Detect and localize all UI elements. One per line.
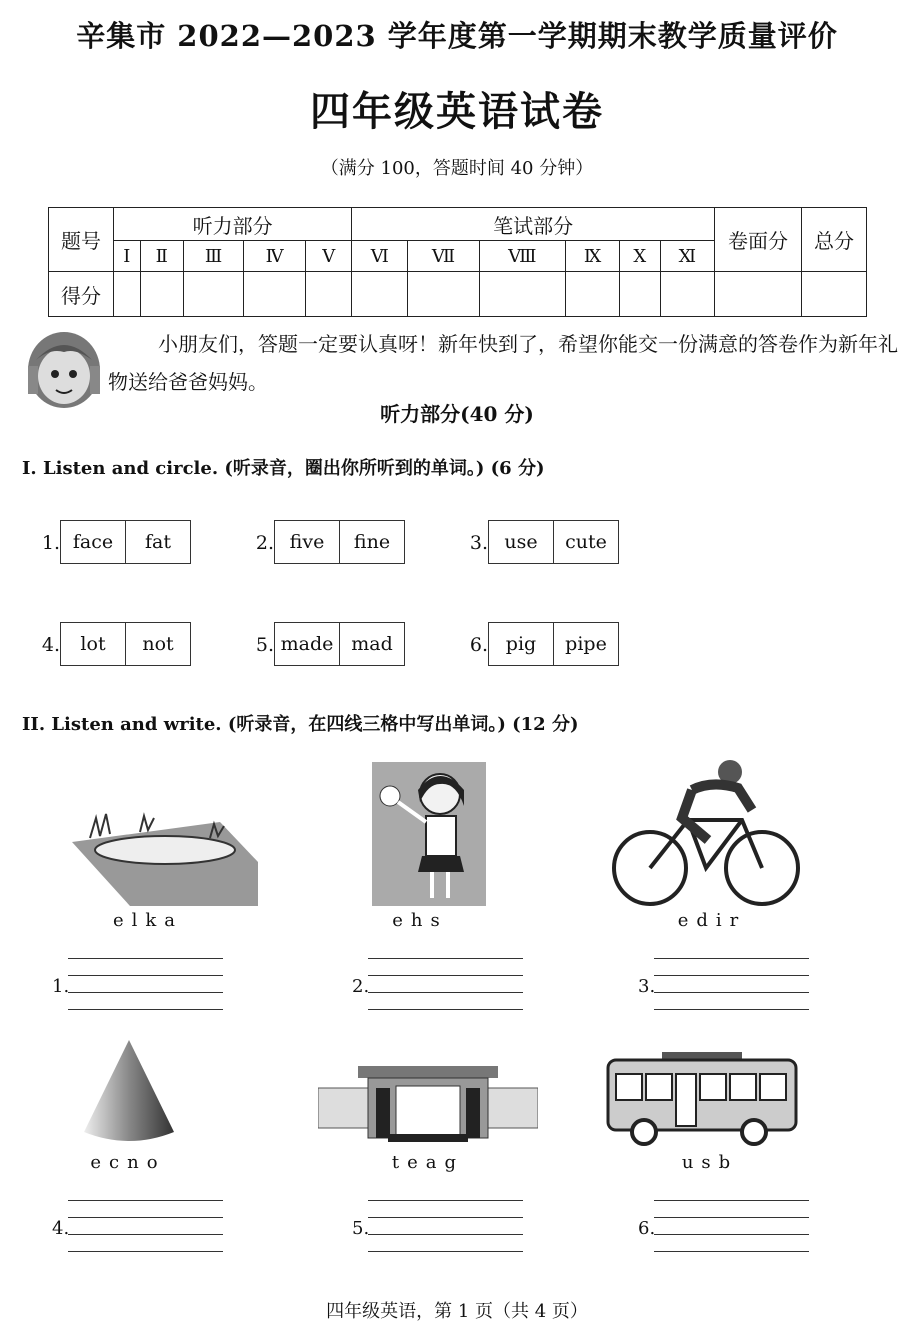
question-number: 6. — [638, 1218, 656, 1239]
word-option[interactable]: cute — [553, 521, 618, 563]
col-header: Ⅲ — [183, 241, 243, 272]
neatness-header: 卷面分 — [715, 208, 802, 272]
cyclist-icon — [612, 760, 800, 908]
listening-part-header: 听力部分 — [114, 208, 352, 241]
word-option[interactable]: pig — [505, 633, 537, 655]
col-header: Ⅺ — [660, 241, 714, 272]
scrambled-letters: usb — [681, 1152, 739, 1173]
bus-icon — [606, 1052, 800, 1146]
cone-icon — [74, 1040, 184, 1146]
scrambled-letters: ecno — [90, 1152, 166, 1173]
exam-title: 四年级英语试卷 — [310, 88, 604, 135]
question-number: 6. — [469, 634, 488, 656]
question-number: 5. — [352, 1218, 370, 1239]
score-cell[interactable] — [306, 272, 352, 317]
score-table — [48, 207, 867, 317]
exam-header: 辛集市 2022—2023 学年度第一学期期末教学质量评价 — [76, 19, 838, 53]
word-option[interactable]: fat — [125, 521, 190, 563]
word-option[interactable]: five — [289, 531, 325, 553]
score-cell[interactable] — [565, 272, 619, 317]
question-item — [30, 520, 200, 564]
word-choice-box — [274, 622, 405, 666]
col-header: Ⅳ — [244, 241, 306, 272]
question-item — [458, 520, 628, 564]
question-number: 4. — [52, 1218, 70, 1239]
scrambled-letters: elka — [112, 910, 184, 931]
word-choice-box — [60, 622, 191, 666]
score-cell[interactable] — [620, 272, 661, 317]
total-header: 总分 — [802, 208, 867, 272]
col-header: Ⅹ — [620, 241, 661, 272]
score-cell[interactable] — [715, 272, 802, 317]
section1-title: I. Listen and circle. (听录音，圈出你所听到的单词。) (6 分) — [22, 458, 545, 479]
gate-icon — [318, 1058, 538, 1144]
word-option[interactable]: pipe — [553, 623, 618, 665]
section2-title: II. Listen and write. (听录音，在四线三格中写出单词。) (12 分) — [22, 714, 579, 735]
question-number: 3. — [469, 532, 488, 554]
writing-part-header: 笔试部分 — [352, 208, 715, 241]
word-option[interactable]: not — [125, 623, 190, 665]
score-cell[interactable] — [140, 272, 183, 317]
page-footer: 四年级英语，第 1 页（共 4 页） — [326, 1301, 588, 1322]
score-cell[interactable] — [479, 272, 565, 317]
score-cell[interactable] — [408, 272, 479, 317]
listening-part-title: 听力部分(40 分) — [380, 402, 534, 426]
question-number: 2. — [352, 976, 370, 997]
col-header: Ⅴ — [306, 241, 352, 272]
question-number: 5. — [255, 634, 274, 656]
writing-lines[interactable] — [368, 958, 523, 1010]
writing-lines[interactable] — [68, 1200, 223, 1252]
scrambled-letters: teag — [391, 1152, 465, 1173]
scrambled-letters: edir — [677, 910, 747, 931]
score-cell[interactable] — [352, 272, 408, 317]
col-header: Ⅷ — [479, 241, 565, 272]
word-option[interactable]: face — [72, 531, 114, 553]
question-number: 1. — [41, 532, 60, 554]
writing-lines[interactable] — [368, 1200, 523, 1252]
scrambled-letters: ehs — [392, 910, 448, 931]
word-choice-box — [488, 520, 619, 564]
score-row-label: 得分 — [49, 272, 114, 317]
exam-subtitle: （满分 100，答题时间 40 分钟） — [320, 158, 594, 179]
score-cell[interactable] — [802, 272, 867, 317]
question-number: 1. — [52, 976, 70, 997]
question-item — [458, 622, 628, 666]
intro-text: 小朋友们，答题一定要认真呀！新年快到了，希望你能交一份满意的答卷作为新年礼物送给爸爸妈妈。 — [108, 332, 898, 394]
question-number-label: 题号 — [49, 208, 114, 272]
word-option[interactable]: made — [280, 633, 334, 655]
col-header: Ⅵ — [352, 241, 408, 272]
question-number: 2. — [255, 532, 274, 554]
word-option[interactable]: fine — [339, 521, 404, 563]
writing-lines[interactable] — [654, 958, 809, 1010]
score-cell[interactable] — [660, 272, 714, 317]
girl-icon — [372, 762, 486, 906]
col-header: Ⅰ — [114, 241, 141, 272]
word-option[interactable]: lot — [80, 633, 106, 655]
word-option[interactable]: mad — [339, 623, 404, 665]
score-cell[interactable] — [114, 272, 141, 317]
word-choice-box — [60, 520, 191, 564]
question-number: 3. — [638, 976, 656, 997]
lake-icon — [70, 802, 258, 906]
word-option[interactable]: use — [504, 531, 538, 553]
question-number: 4. — [41, 634, 60, 656]
writing-lines[interactable] — [68, 958, 223, 1010]
col-header: Ⅸ — [565, 241, 619, 272]
word-choice-box — [488, 622, 619, 666]
score-cell[interactable] — [244, 272, 306, 317]
question-item — [30, 622, 200, 666]
col-header: Ⅶ — [408, 241, 479, 272]
word-choice-box — [274, 520, 405, 564]
score-cell[interactable] — [183, 272, 243, 317]
writing-lines[interactable] — [654, 1200, 809, 1252]
question-item — [244, 622, 414, 666]
question-item — [244, 520, 414, 564]
col-header: Ⅱ — [140, 241, 183, 272]
